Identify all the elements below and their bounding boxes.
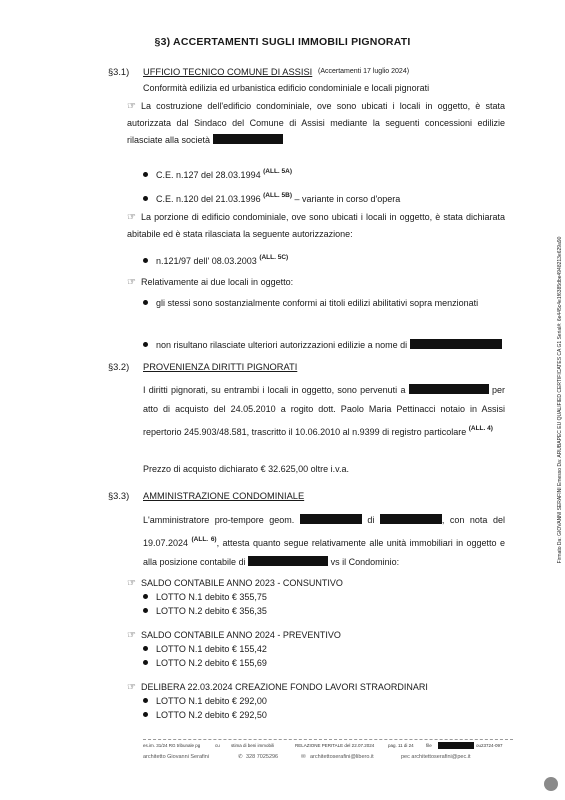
redaction-bar [248,556,328,566]
footer-phone: 328 7025296 [246,754,279,760]
conformity-intro: Conformità edilizia ed urbanistica edificio condominiale e locali pignorati [143,83,430,93]
pointing-hand-icon: ☞ [127,212,136,223]
purchase-price: Prezzo di acquisto dichiarato € 32.625,00 oltre i.v.a. [143,464,349,474]
section-number-3-2: §3.2) [108,362,130,372]
redaction-bar [410,339,502,349]
footer-report: RELAZIONE PERITALE del 22.07.2024 [295,743,375,748]
footer-file-label: file [426,743,432,748]
bullet-icon [143,608,148,613]
page-title: §3) ACCERTAMENTI SUGLI IMMOBILI PIGNORATI [154,36,411,48]
list-item-conformity: gli stessi sono sostanzialmente conformi ai titoli edilizi abilitativi sopra menzionati [143,295,505,312]
redaction-bar [213,134,283,144]
attachment-ref: (ALL. 5A) [263,168,292,175]
bullet-icon [143,660,148,665]
footer-bar [143,739,513,754]
list-item-authorization: n.121/97 dell' 08.03.2003 $^{(ALL. 5C)}$ [143,249,288,270]
list-item-2024-lot1: LOTTO N.1 debito € 155,42 [143,641,267,658]
footer-pec: pec architettoserafini@pec.it [401,754,471,760]
attachment-ref: (ALL. 6) [191,536,217,543]
bullet-icon [143,196,148,201]
paragraph-administrator: L'amministratore pro-tempore geom. di , con nota del 19.07.2024 $^{(ALL. 6)}$, attesta quanto segue relativamente alle unità immobiliari in oggetto e alla posizione contabile di vs il Condominio: [143,515,505,567]
redaction-bar [380,514,442,524]
footer-page: pag. 11 di 24 [388,743,414,748]
heading-balance-2024: ☞ SALDO CONTABILE ANNO 2024 - PREVENTIVO [127,627,341,644]
list-item-2023-lot2: LOTTO N.2 debito € 356,35 [143,603,267,620]
list-item-fund-lot1: LOTTO N.1 debito € 292,00 [143,693,267,710]
paragraph-construction: ☞ La costruzione dell'edificio condominiale, ove sono ubicati i locali in oggetto, è stata autorizzata dal Sindaco del Comune di Assisi mediante la seguenti concessioni edilizie rilasciate alla società [127,98,505,149]
bullet-icon [143,698,148,703]
bullet-icon [143,646,148,651]
bullet-icon [143,258,148,263]
phone-icon: ✆ [238,754,243,760]
list-item-2024-lot2: LOTTO N.2 debito € 155,69 [143,655,267,672]
bullet-icon [143,300,148,305]
footer-cu: cu [215,743,220,748]
section-date: (Accertamenti 17 luglio 2024) [318,68,410,75]
section-title-3-3: AMMINISTRAZIONE CONDOMINIALE [143,491,305,501]
list-item-no-permits: non risultano rilasciate ulteriori autorizzazioni edilizie a nome di [143,337,502,354]
pointing-hand-icon: ☞ [127,682,136,693]
heading-balance-2023: ☞ SALDO CONTABILE ANNO 2023 - CONSUNTIVO [127,575,343,592]
footer-case: es.im. 31/24 RG tribunale pg [143,743,201,748]
pointing-hand-icon: ☞ [127,101,136,112]
paragraph-locals: ☞ Relativamente ai due locali in oggetto: [127,274,293,291]
list-item-ce2: C.E. n.120 del 21.03.1996 $^{(ALL. 5B)}$ – variante in corso d'opera [143,187,400,208]
list-item-fund-lot2: LOTTO N.2 debito € 292,50 [143,707,267,724]
footer-email: architettoserafini@libero.it [310,754,374,760]
digital-signature-text: Firmato Da: GIOVANNI SERAFINI Emesso Da: ARUBAPEC EU QUALIFIED CERTIFICATES CA G1 Serial#: 6e445c4e1f6385dbe4948213e629a90 [557,236,563,564]
list-item-ce1: C.E. n.127 del 28.03.1994 $^{(ALL. 5A)}$ [143,163,292,184]
bullet-icon [143,594,148,599]
bullet-icon [143,172,148,177]
email-icon: ✉ [301,754,306,760]
list-item-2023-lot1: LOTTO N.1 debito € 355,75 [143,589,267,606]
redaction-bar [409,384,489,394]
pointing-hand-icon: ☞ [127,630,136,641]
section-number-3-3: §3.3) [108,491,130,501]
footer-type: stima di beni immobili [231,743,275,748]
bullet-icon [143,342,148,347]
attachment-ref: (ALL. 5B) [263,192,292,199]
section-title-3-2: PROVENIENZA DIRITTI PIGNORATI [143,362,298,372]
redaction-bar [300,514,362,524]
paragraph-provenance: I diritti pignorati, su entrambi i locali in oggetto, sono pervenuti a per atto di acquisto del 24.05.2010 a rogito dott. Paolo Maria Pettinacci notaio in Assisi repertorio 245.903/48.581, trascritto il 10.06.2010 al n.9399 di registro particolare $^{(ALL. 4)}$ [143,385,505,437]
signature-seal-icon [544,777,558,791]
attachment-ref: (ALL. 5C) [259,254,289,261]
bullet-icon [143,712,148,717]
paragraph-habitability: ☞ La porzione di edificio condominiale, ove sono ubicati i locali in oggetto, è stata dichiarata abitabile ed è stata rilasciata la seguente autorizzazione: [127,209,505,243]
attachment-ref: (ALL. 4) [468,425,493,432]
redaction-bar [438,742,474,749]
footer-file-code: ou23724-097 [476,743,503,748]
pointing-hand-icon: ☞ [127,578,136,589]
heading-resolution: ☞ DELIBERA 22.03.2024 CREAZIONE FONDO LAVORI STRAORDINARI [127,679,428,696]
pointing-hand-icon: ☞ [127,277,136,288]
section-number-3-1: §3.1) [108,67,130,77]
section-title-3-1: UFFICIO TECNICO COMUNE DI ASSISI [143,67,313,77]
footer-architect: architetto Giovanni Serafini [143,754,210,760]
